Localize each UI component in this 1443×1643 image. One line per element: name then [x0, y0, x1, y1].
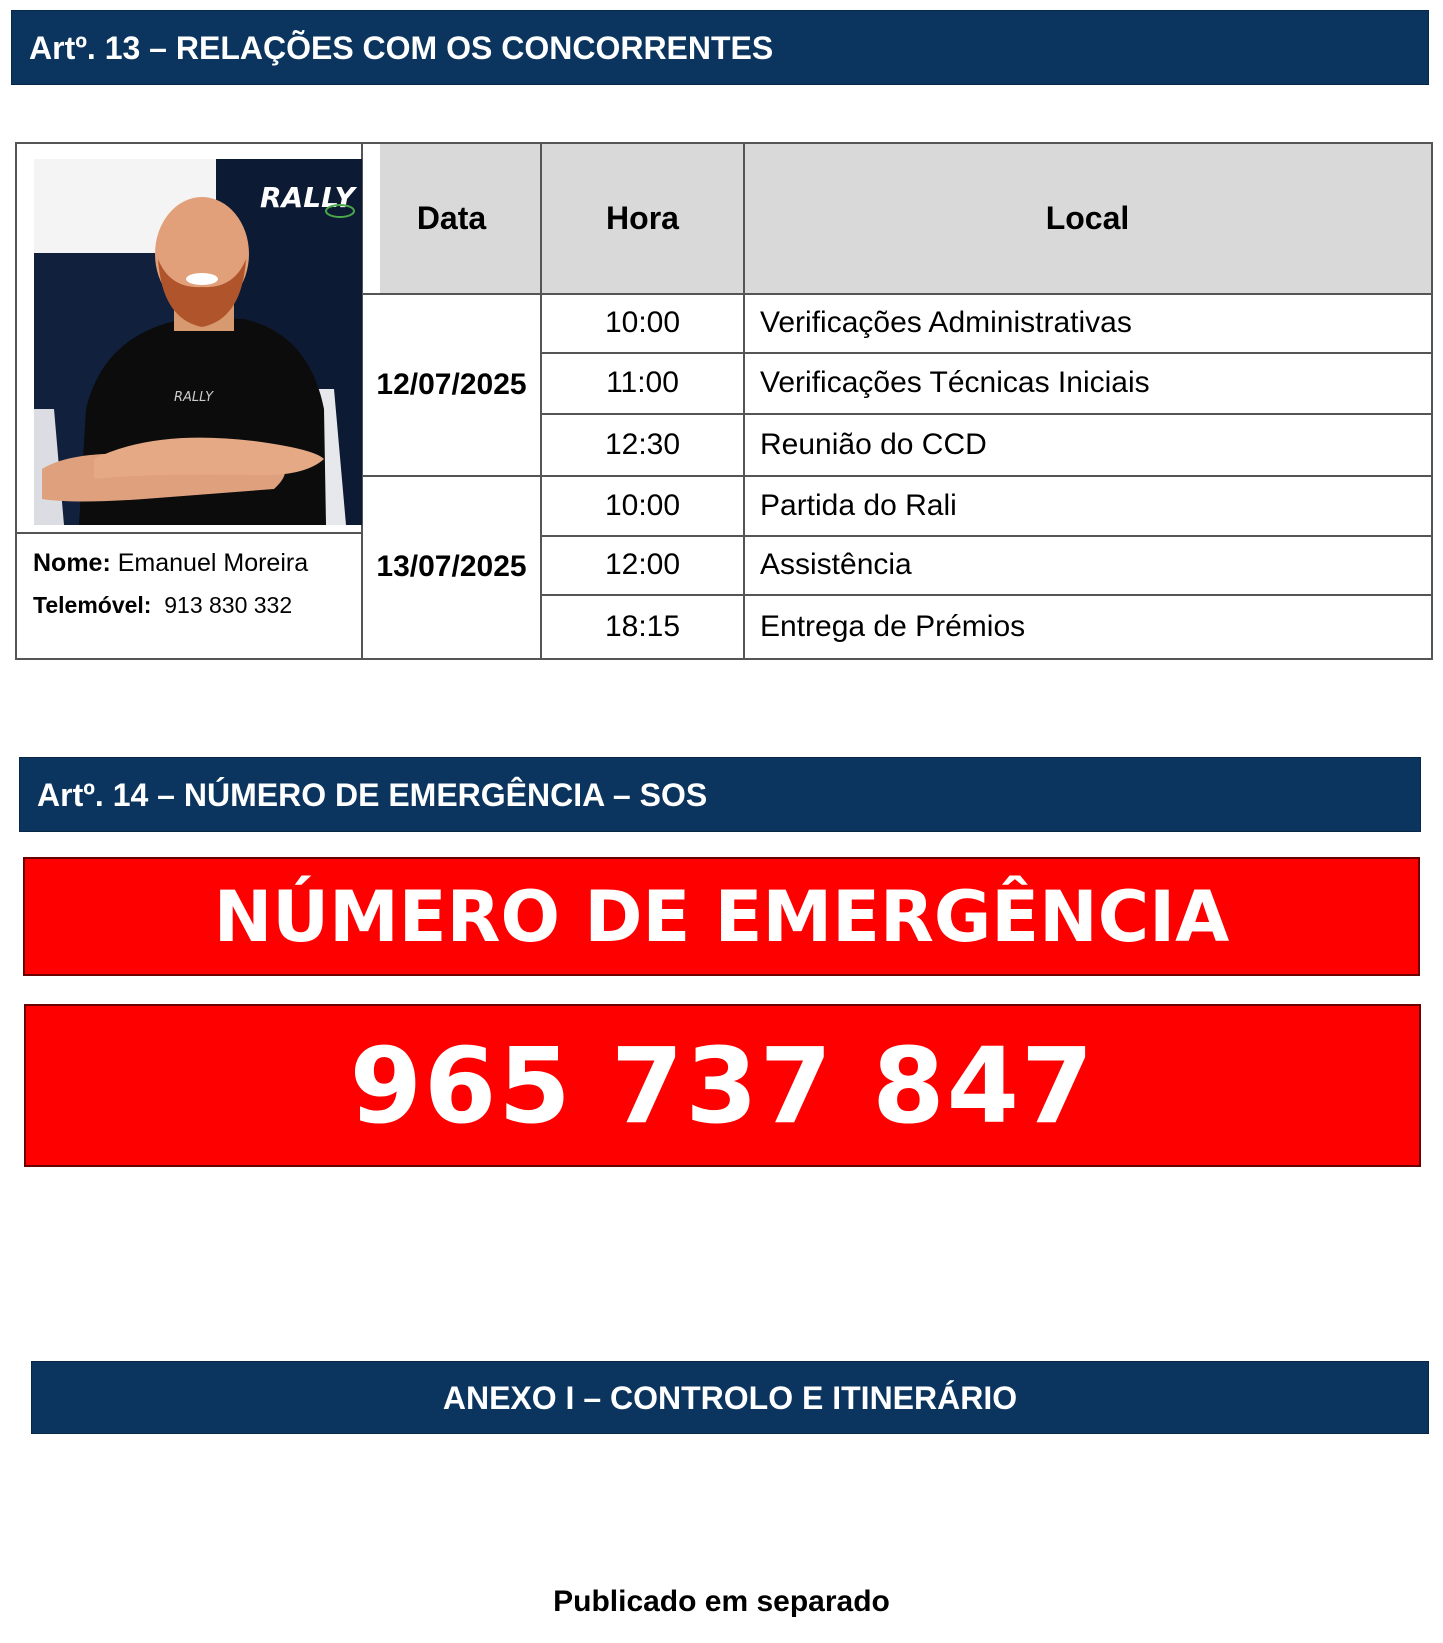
name-label: Nome:	[33, 549, 111, 577]
contact-photo	[34, 159, 362, 525]
time-cell: 12:00	[604, 548, 681, 581]
art14-section-header	[19, 757, 1421, 832]
shirt-logo-text: RALLY	[174, 390, 214, 405]
place-cell: Partida do Rali	[760, 488, 957, 522]
annex-section-header	[31, 1361, 1429, 1434]
phone-label: Telemóvel:	[33, 592, 152, 618]
place-cell: Reunião do CCD	[760, 427, 987, 461]
contact-phone-line	[33, 592, 292, 619]
art13-section-header	[11, 10, 1429, 85]
emergency-title: NÚMERO DE EMERGÊNCIA	[213, 875, 1230, 958]
time-cell: 10:00	[604, 488, 681, 522]
published-note: Publicado em separado	[553, 1585, 890, 1618]
place-cell: Entrega de Prémios	[760, 609, 1026, 643]
column-header-place: Local	[1045, 200, 1130, 236]
name-value: Emanuel Moreira	[117, 549, 309, 577]
place-cell: Assistência	[760, 548, 912, 581]
date-cell: 12/07/2025	[376, 367, 527, 401]
concorrentes-table	[15, 142, 1433, 660]
emergency-title-box	[23, 857, 1420, 976]
divider	[17, 532, 362, 534]
annex-title: ANEXO I – CONTROLO E ITINERÁRIO	[442, 1380, 1018, 1416]
time-cell: 10:00	[604, 306, 681, 339]
contact-name-line	[33, 549, 308, 578]
column-header-time: Hora	[606, 200, 679, 236]
time-cell: 11:00	[606, 366, 679, 399]
date-cell: 13/07/2025	[376, 550, 527, 583]
person-photo-illustration	[34, 159, 362, 525]
place-cell: Verificações Administrativas	[760, 306, 1132, 339]
art14-title: Artº. 14 – NÚMERO DE EMERGÊNCIA – SOS	[37, 777, 708, 813]
time-cell: 12:30	[604, 427, 681, 461]
phone-value: 913 830 332	[164, 592, 293, 618]
column-header-date: Data	[416, 200, 487, 236]
rally-logo-text: RALLY	[260, 181, 355, 214]
emergency-number-box	[24, 1004, 1421, 1167]
place-cell: Verificações Técnicas Iniciais	[760, 366, 1150, 399]
time-cell: 18:15	[604, 609, 681, 643]
art13-title: Artº. 13 – RELAÇÕES COM OS CONCORRENTES	[29, 30, 774, 66]
emergency-number: 965 737 847	[349, 1024, 1096, 1147]
